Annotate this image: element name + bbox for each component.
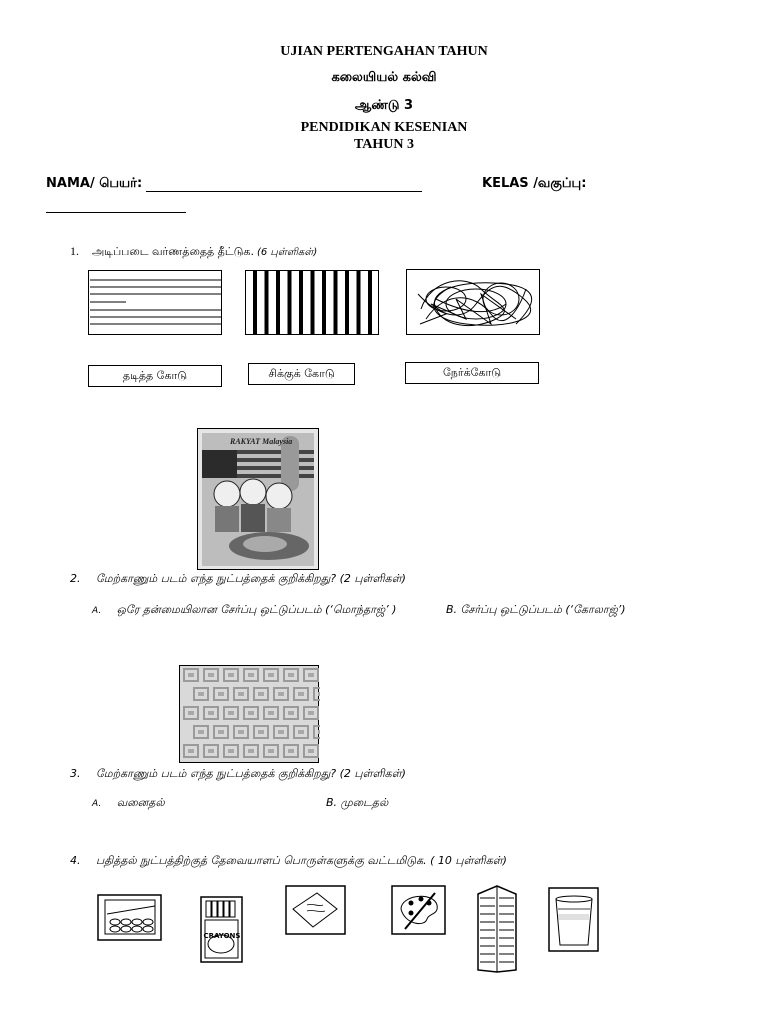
q3-option-a-text: வனைதல் [116,796,165,809]
weaving-pattern-image [179,665,320,764]
q4-marks: ( 10 புள்ளிகள்) [430,854,507,867]
crayons-box-icon[interactable] [200,896,244,964]
q3-option-b[interactable]: B. முடைதல் [326,796,389,809]
q2-option-a-letter: A. [92,606,102,616]
malaysia-poster-image [197,428,320,571]
palette-brush-icon[interactable] [391,885,447,936]
name-label: NAMA/ பெயர்: [46,176,143,191]
q4-prompt [70,854,507,869]
name-blank[interactable] [146,177,422,192]
building-blocks-icon[interactable] [475,884,519,974]
q3-option-a-letter: A. [92,799,102,809]
class-label: KELAS /வகுப்பு: [482,176,587,191]
q4-number: 4. [70,854,81,867]
paint-box-icon[interactable] [97,894,163,942]
q2-option-a-text: ஒரே தன்மையிலான சேர்ப்பு ஒட்டுப்படம் (‘மொந்தாஜ்’ ) [116,603,397,616]
exam-title: UJIAN PERTENGAHAN TAHUN [280,44,488,59]
label-straight-line[interactable]: நேர்க்கோடு [405,362,539,384]
tangled-lines-box [406,269,542,337]
q2-option-b[interactable]: B. சேர்ப்பு ஒட்டுப்படம் (‘கோலாஜ்’) [446,603,626,616]
q3-prompt [70,767,406,782]
q2-number: 2. [70,572,81,585]
q3-option-a[interactable] [92,796,165,811]
q2-marks: (2 புள்ளிகள்) [339,572,406,585]
q1-text: அடிப்படை வர்ணத்தைத் தீட்டுக. [92,245,254,258]
q3-text: மேற்காணும் படம் எந்த நுட்பத்தைக் குறிக்கிறது? [96,767,337,780]
label-thick-line[interactable]: தடித்த கோடு [88,365,222,387]
thick-vertical-lines-box [245,270,381,336]
glass-of-water-icon[interactable] [548,887,600,953]
q3-marks: (2 புள்ளிகள்) [339,767,406,780]
q3-number: 3. [70,767,81,780]
q1-prompt [70,244,317,260]
class-row [482,176,586,192]
class-blank[interactable] [46,200,186,213]
horizontal-lines-box [88,268,224,336]
crayons-label: CRAYONS [203,932,241,940]
sponge-card-icon[interactable] [285,885,347,936]
q4-text: பதித்தல் நுட்பத்திற்குத் தேவையாளப் பொருள்களுக்கு வட்டமிடுக. [96,854,427,867]
q1-marks: (6 புள்ளிகள்) [256,247,318,258]
label-tangled-line[interactable]: சிக்குக் கோடு [248,363,355,385]
poster-caption: RAKYAT Malaysia [230,437,293,446]
subject-tamil: கலையியல் கல்வி [331,70,437,85]
year-malay: TAHUN 3 [353,137,415,152]
q2-text: மேற்காணும் படம் எந்த நுட்பத்தைக் குறிக்கிறது? [96,572,337,585]
q1-number: 1. [70,244,79,258]
q2-prompt [70,572,406,587]
subject-malay: PENDIDIKAN KESENIAN [300,120,468,135]
year-tamil: ஆண்டு 3 [354,98,414,113]
name-row [46,176,422,192]
q2-option-a[interactable] [92,603,396,618]
